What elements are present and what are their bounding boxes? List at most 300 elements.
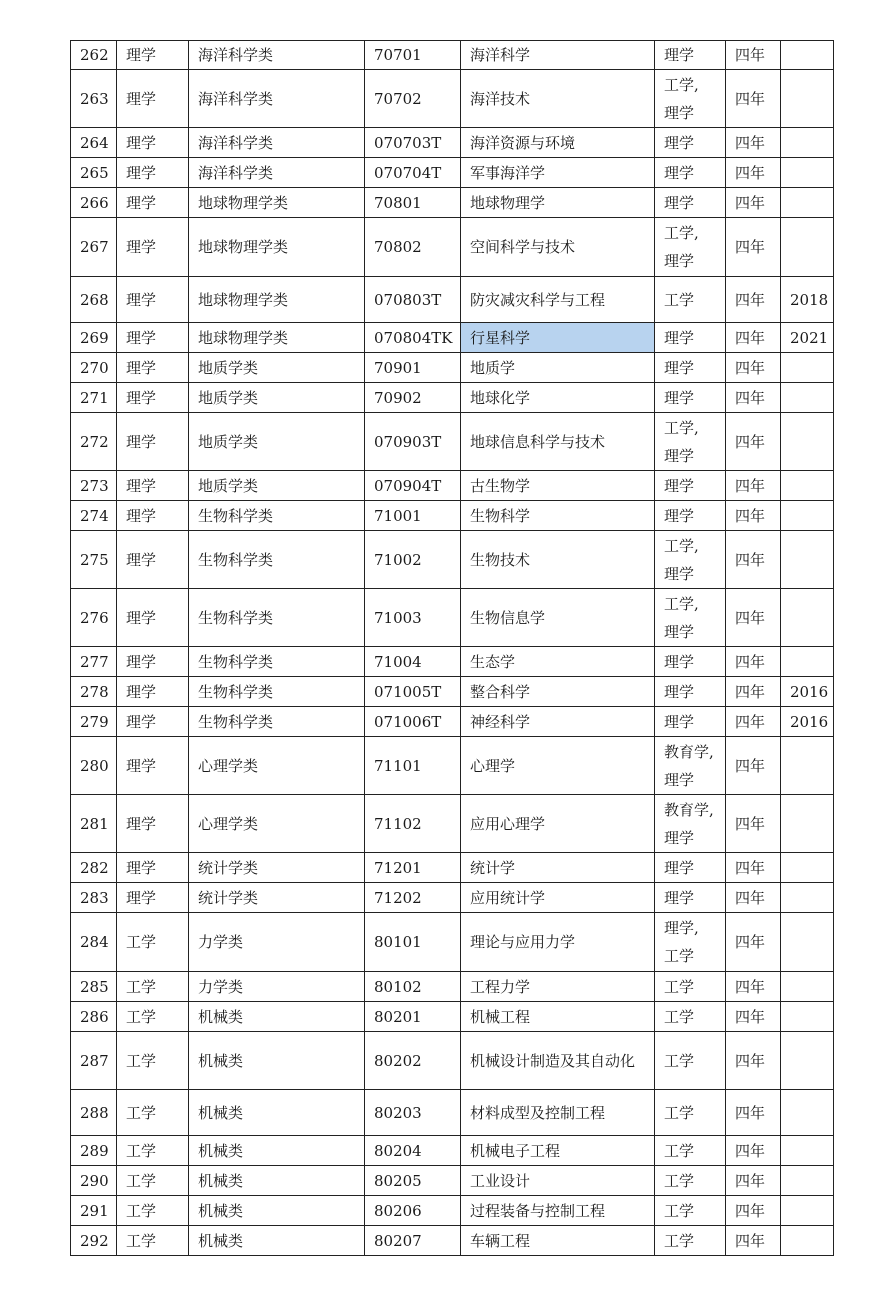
cell-duration: 四年 (726, 589, 781, 647)
cell-index: 282 (71, 853, 117, 883)
cell-major: 防灾减灾科学与工程 (461, 277, 655, 323)
degree-line: 工学 (664, 977, 695, 996)
degree-line: 理学 (664, 712, 695, 731)
table-row (71, 1196, 834, 1226)
cell-index: 262 (71, 41, 117, 70)
cell-major: 机械设计制造及其自动化 (461, 1032, 655, 1090)
degree-line: 工学, (664, 75, 699, 94)
cell-index: 265 (71, 158, 117, 188)
cell-category: 地质学类 (189, 413, 365, 471)
cell-index: 292 (71, 1226, 117, 1256)
cell-category: 地球物理学类 (189, 188, 365, 218)
cell-index: 266 (71, 188, 117, 218)
cell-category: 地球物理学类 (189, 218, 365, 277)
degree-line: 教育学, (664, 800, 714, 819)
table-row (71, 413, 834, 471)
cell-index: 288 (71, 1090, 117, 1136)
cell-duration: 四年 (726, 413, 781, 471)
cell-degree (655, 883, 726, 913)
cell-year (781, 158, 834, 188)
cell-index: 291 (71, 1196, 117, 1226)
cell-year (781, 853, 834, 883)
cell-discipline: 理学 (117, 323, 189, 353)
cell-degree (655, 188, 726, 218)
cell-major: 地质学 (461, 353, 655, 383)
cell-major: 空间科学与技术 (461, 218, 655, 277)
cell-index: 290 (71, 1166, 117, 1196)
cell-code: 71001 (365, 501, 461, 531)
cell-discipline: 理学 (117, 158, 189, 188)
cell-index: 276 (71, 589, 117, 647)
cell-year: 2021 (781, 323, 834, 353)
cell-major: 机械电子工程 (461, 1136, 655, 1166)
cell-index: 267 (71, 218, 117, 277)
cell-category: 生物科学类 (189, 501, 365, 531)
degree-line: 工学, (664, 418, 699, 437)
cell-degree (655, 913, 726, 972)
degree-line: 工学 (664, 1141, 695, 1160)
cell-discipline: 理学 (117, 188, 189, 218)
cell-year (781, 1032, 834, 1090)
cell-duration: 四年 (726, 383, 781, 413)
cell-discipline: 理学 (117, 41, 189, 70)
cell-year (781, 218, 834, 277)
cell-category: 生物科学类 (189, 531, 365, 589)
cell-index: 275 (71, 531, 117, 589)
cell-code: 80207 (365, 1226, 461, 1256)
table-row (71, 323, 834, 353)
cell-discipline: 工学 (117, 1090, 189, 1136)
cell-degree (655, 1002, 726, 1032)
table-row (71, 1002, 834, 1032)
cell-discipline: 理学 (117, 501, 189, 531)
degree-line: 理学 (664, 564, 695, 583)
cell-year (781, 471, 834, 501)
cell-discipline: 理学 (117, 128, 189, 158)
cell-index: 285 (71, 972, 117, 1002)
cell-year (781, 913, 834, 972)
cell-category: 机械类 (189, 1166, 365, 1196)
cell-category: 力学类 (189, 913, 365, 972)
cell-discipline: 理学 (117, 677, 189, 707)
cell-year (781, 737, 834, 795)
degree-line: 理学 (664, 103, 695, 122)
table-row (71, 647, 834, 677)
cell-discipline: 理学 (117, 647, 189, 677)
cell-duration: 四年 (726, 471, 781, 501)
cell-category: 心理学类 (189, 737, 365, 795)
cell-discipline: 理学 (117, 531, 189, 589)
cell-duration: 四年 (726, 1032, 781, 1090)
cell-category: 生物科学类 (189, 647, 365, 677)
cell-degree (655, 70, 726, 128)
cell-discipline: 理学 (117, 589, 189, 647)
cell-code: 80204 (365, 1136, 461, 1166)
cell-degree (655, 795, 726, 853)
cell-duration: 四年 (726, 277, 781, 323)
degree-line: 理学 (664, 252, 695, 270)
cell-major: 心理学 (461, 737, 655, 795)
cell-major: 统计学 (461, 853, 655, 883)
cell-category: 机械类 (189, 1032, 365, 1090)
cell-degree (655, 853, 726, 883)
cell-code: 070703T (365, 128, 461, 158)
table-row (71, 853, 834, 883)
degree-line: 理学 (664, 888, 695, 907)
cell-index: 281 (71, 795, 117, 853)
cell-year (781, 501, 834, 531)
cell-major: 生物信息学 (461, 589, 655, 647)
degree-line: 理学 (664, 446, 695, 465)
cell-index: 270 (71, 353, 117, 383)
cell-code: 70702 (365, 70, 461, 128)
cell-year (781, 70, 834, 128)
cell-index: 264 (71, 128, 117, 158)
degree-line: 工学, (664, 536, 699, 555)
cell-code: 80102 (365, 972, 461, 1002)
cell-major: 海洋技术 (461, 70, 655, 128)
degree-line: 理学 (664, 858, 695, 877)
table-row (71, 677, 834, 707)
table-row (71, 41, 834, 70)
degree-line: 理学 (664, 163, 695, 182)
degree-line: 理学 (664, 193, 695, 212)
cell-degree (655, 323, 726, 353)
table-row (71, 1136, 834, 1166)
table-row (71, 913, 834, 972)
cell-major: 海洋资源与环境 (461, 128, 655, 158)
cell-discipline: 理学 (117, 737, 189, 795)
cell-category: 机械类 (189, 1002, 365, 1032)
cell-discipline: 理学 (117, 218, 189, 277)
cell-code: 71202 (365, 883, 461, 913)
cell-duration: 四年 (726, 218, 781, 277)
table-body (71, 41, 834, 1256)
degree-line: 工学 (664, 1171, 695, 1190)
cell-major: 地球信息科学与技术 (461, 413, 655, 471)
cell-discipline: 理学 (117, 853, 189, 883)
cell-category: 统计学类 (189, 883, 365, 913)
cell-major: 神经科学 (461, 707, 655, 737)
cell-index: 274 (71, 501, 117, 531)
cell-category: 海洋科学类 (189, 158, 365, 188)
degree-line: 工学, (664, 224, 699, 242)
cell-degree (655, 1090, 726, 1136)
cell-code: 071006T (365, 707, 461, 737)
cell-major: 生态学 (461, 647, 655, 677)
table-row (71, 737, 834, 795)
cell-category: 地质学类 (189, 383, 365, 413)
cell-major: 应用心理学 (461, 795, 655, 853)
cell-category: 统计学类 (189, 853, 365, 883)
cell-category: 海洋科学类 (189, 70, 365, 128)
degree-line: 工学 (664, 947, 695, 965)
cell-degree (655, 1196, 726, 1226)
table-row (71, 795, 834, 853)
cell-category: 生物科学类 (189, 677, 365, 707)
degree-line: 理学 (664, 682, 695, 701)
cell-duration: 四年 (726, 737, 781, 795)
cell-degree (655, 647, 726, 677)
cell-category: 力学类 (189, 972, 365, 1002)
cell-major: 整合科学 (461, 677, 655, 707)
cell-duration: 四年 (726, 883, 781, 913)
cell-year (781, 413, 834, 471)
cell-code: 070704T (365, 158, 461, 188)
cell-discipline: 工学 (117, 1002, 189, 1032)
table-row (71, 353, 834, 383)
cell-discipline: 工学 (117, 1226, 189, 1256)
cell-year (781, 128, 834, 158)
cell-degree (655, 41, 726, 70)
cell-code: 71003 (365, 589, 461, 647)
table-row (71, 70, 834, 128)
cell-discipline: 理学 (117, 383, 189, 413)
cell-major: 过程装备与控制工程 (461, 1196, 655, 1226)
cell-index: 283 (71, 883, 117, 913)
degree-line: 理学 (664, 506, 695, 525)
cell-degree (655, 218, 726, 277)
cell-duration: 四年 (726, 1136, 781, 1166)
cell-code: 70902 (365, 383, 461, 413)
cell-duration: 四年 (726, 501, 781, 531)
cell-duration: 四年 (726, 972, 781, 1002)
cell-category: 心理学类 (189, 795, 365, 853)
cell-degree (655, 471, 726, 501)
cell-year (781, 383, 834, 413)
table-row (71, 128, 834, 158)
cell-code: 71101 (365, 737, 461, 795)
cell-category: 海洋科学类 (189, 41, 365, 70)
cell-discipline: 理学 (117, 70, 189, 128)
table-row (71, 972, 834, 1002)
table-row (71, 158, 834, 188)
cell-year (781, 1226, 834, 1256)
cell-duration: 四年 (726, 795, 781, 853)
cell-year: 2018 (781, 277, 834, 323)
majors-table (70, 40, 834, 1256)
cell-major: 生物科学 (461, 501, 655, 531)
table-row (71, 188, 834, 218)
cell-degree (655, 1032, 726, 1090)
cell-major: 应用统计学 (461, 883, 655, 913)
cell-duration: 四年 (726, 188, 781, 218)
degree-line: 理学 (664, 476, 695, 495)
cell-degree (655, 128, 726, 158)
degree-line: 理学 (664, 622, 695, 641)
cell-index: 271 (71, 383, 117, 413)
cell-degree (655, 383, 726, 413)
table-row (71, 883, 834, 913)
cell-degree (655, 589, 726, 647)
degree-line: 理学 (664, 828, 695, 847)
cell-year (781, 531, 834, 589)
cell-discipline: 理学 (117, 353, 189, 383)
cell-index: 277 (71, 647, 117, 677)
cell-degree (655, 677, 726, 707)
cell-duration: 四年 (726, 158, 781, 188)
cell-index: 263 (71, 70, 117, 128)
cell-discipline: 工学 (117, 913, 189, 972)
cell-year (781, 353, 834, 383)
cell-major: 材料成型及控制工程 (461, 1090, 655, 1136)
cell-duration: 四年 (726, 677, 781, 707)
table-row (71, 218, 834, 277)
cell-duration: 四年 (726, 128, 781, 158)
cell-index: 272 (71, 413, 117, 471)
degree-line: 理学 (664, 133, 695, 152)
cell-degree (655, 737, 726, 795)
cell-code: 070904T (365, 471, 461, 501)
watermark (650, 1268, 850, 1308)
cell-index: 279 (71, 707, 117, 737)
cell-year (781, 1136, 834, 1166)
cell-discipline: 理学 (117, 277, 189, 323)
cell-year (781, 972, 834, 1002)
cell-year (781, 795, 834, 853)
degree-line: 教育学, (664, 742, 714, 761)
table-row (71, 501, 834, 531)
cell-year: 2016 (781, 707, 834, 737)
cell-category: 生物科学类 (189, 707, 365, 737)
cell-year (781, 589, 834, 647)
cell-code: 71201 (365, 853, 461, 883)
degree-line: 工学 (664, 1201, 695, 1220)
cell-code: 70802 (365, 218, 461, 277)
cell-index: 269 (71, 323, 117, 353)
cell-major: 生物技术 (461, 531, 655, 589)
cell-year (781, 1196, 834, 1226)
cell-major: 理论与应用力学 (461, 913, 655, 972)
cell-category: 地球物理学类 (189, 277, 365, 323)
table-row (71, 1090, 834, 1136)
cell-category: 地质学类 (189, 471, 365, 501)
cell-discipline: 理学 (117, 883, 189, 913)
table-row (71, 707, 834, 737)
cell-duration: 四年 (726, 323, 781, 353)
cell-degree (655, 1166, 726, 1196)
table-row (71, 1166, 834, 1196)
cell-major: 车辆工程 (461, 1226, 655, 1256)
cell-category: 机械类 (189, 1136, 365, 1166)
cell-code: 80205 (365, 1166, 461, 1196)
cell-code: 80206 (365, 1196, 461, 1226)
degree-line: 理学 (664, 770, 695, 789)
cell-duration: 四年 (726, 531, 781, 589)
cell-code: 71004 (365, 647, 461, 677)
cell-category: 地球物理学类 (189, 323, 365, 353)
degree-line: 工学 (664, 1231, 695, 1250)
cell-index: 289 (71, 1136, 117, 1166)
degree-line: 工学 (664, 290, 695, 309)
cell-discipline: 工学 (117, 1196, 189, 1226)
cell-code: 70901 (365, 353, 461, 383)
cell-category: 生物科学类 (189, 589, 365, 647)
cell-code: 80202 (365, 1032, 461, 1090)
table-row (71, 277, 834, 323)
cell-year (781, 883, 834, 913)
cell-code: 70701 (365, 41, 461, 70)
cell-discipline: 理学 (117, 707, 189, 737)
cell-code: 071005T (365, 677, 461, 707)
degree-line: 理学 (664, 328, 695, 347)
degree-line: 理学 (664, 652, 695, 671)
cell-category: 机械类 (189, 1090, 365, 1136)
cell-duration: 四年 (726, 853, 781, 883)
cell-duration: 四年 (726, 1090, 781, 1136)
cell-duration: 四年 (726, 1166, 781, 1196)
cell-duration: 四年 (726, 647, 781, 677)
cell-index: 287 (71, 1032, 117, 1090)
cell-category: 机械类 (189, 1226, 365, 1256)
cell-duration: 四年 (726, 1196, 781, 1226)
table-row (71, 471, 834, 501)
cell-major: 海洋科学 (461, 41, 655, 70)
cell-degree (655, 1226, 726, 1256)
cell-duration: 四年 (726, 913, 781, 972)
cell-code: 070903T (365, 413, 461, 471)
cell-category: 机械类 (189, 1196, 365, 1226)
cell-index: 286 (71, 1002, 117, 1032)
table-row (71, 383, 834, 413)
cell-major: 工程力学 (461, 972, 655, 1002)
cell-duration: 四年 (726, 1226, 781, 1256)
cell-year (781, 1090, 834, 1136)
cell-code: 80101 (365, 913, 461, 972)
cell-degree (655, 531, 726, 589)
cell-degree (655, 972, 726, 1002)
cell-category: 地质学类 (189, 353, 365, 383)
degree-line: 工学, (664, 594, 699, 613)
degree-line: 理学 (664, 46, 695, 64)
cell-degree (655, 1136, 726, 1166)
degree-line: 工学 (664, 1007, 695, 1026)
cell-discipline: 工学 (117, 1136, 189, 1166)
cell-code: 070804TK (365, 323, 461, 353)
cell-degree (655, 413, 726, 471)
cell-degree (655, 277, 726, 323)
cell-duration: 四年 (726, 41, 781, 70)
cell-degree (655, 501, 726, 531)
degree-line: 理学, (664, 919, 699, 937)
degree-line: 工学 (664, 1103, 695, 1122)
cell-major: 地球物理学 (461, 188, 655, 218)
cell-discipline: 理学 (117, 413, 189, 471)
table-row (71, 531, 834, 589)
cell-major: 机械工程 (461, 1002, 655, 1032)
cell-index: 280 (71, 737, 117, 795)
cell-degree (655, 158, 726, 188)
cell-degree (655, 353, 726, 383)
cell-code: 80201 (365, 1002, 461, 1032)
cell-major: 军事海洋学 (461, 158, 655, 188)
cell-code: 70801 (365, 188, 461, 218)
table-row (71, 1032, 834, 1090)
cell-year (781, 1166, 834, 1196)
cell-index: 268 (71, 277, 117, 323)
cell-code: 070803T (365, 277, 461, 323)
degree-line: 工学 (664, 1051, 695, 1070)
cell-duration: 四年 (726, 1002, 781, 1032)
cell-code: 80203 (365, 1090, 461, 1136)
cell-discipline: 工学 (117, 972, 189, 1002)
cell-duration: 四年 (726, 353, 781, 383)
cell-discipline: 理学 (117, 795, 189, 853)
cell-code: 71102 (365, 795, 461, 853)
cell-major: 地球化学 (461, 383, 655, 413)
cell-duration: 四年 (726, 70, 781, 128)
cell-code: 71002 (365, 531, 461, 589)
